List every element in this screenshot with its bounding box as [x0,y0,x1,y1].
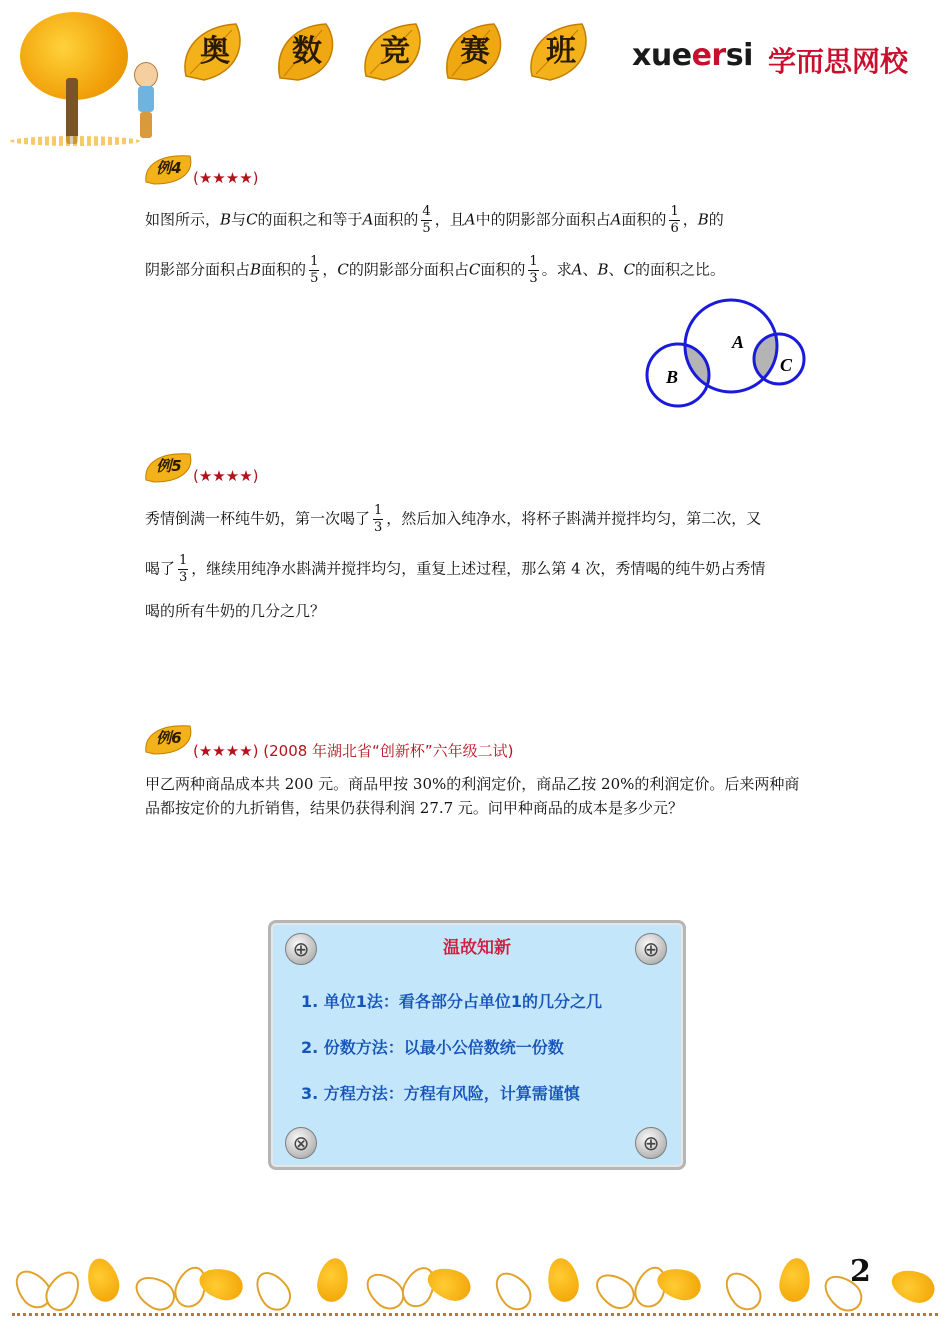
leaf-badge [180,20,250,84]
review-item: 1. 单位1法：看各部分占单位1的几分之几 [301,992,603,1011]
problem-text: 喝了 $\frac{1}{3}$ ，继续用纯净水斟满并搅拌均匀，重复上述过程，那么第 4 次，秀情喝的纯牛奶占秀情 [145,553,766,585]
problem-text: 甲乙两种商品成本共 200 元。商品甲按 30%的利润定价，商品乙按 20%的利润定价。后来两种商品都按定价的九折销售，结果仍获得利润 27.7 元。问甲种商品的成本是多少元？ [145,775,800,817]
fraction: $\frac{1}{3}$ [529,254,538,286]
problem-text: 喝的所有牛奶的几分之几？ [145,602,326,620]
footer-leaf-icon [544,1256,581,1305]
label-a: A [732,332,745,352]
difficulty-stars: (★★★★) (2008 年湖北省“创新杯”六年级二试) [193,742,514,760]
badge-label: 赛 [460,34,490,69]
label-c: C [780,355,793,375]
footer-leaf-icon [249,1265,298,1317]
screw-icon: ⊗ [285,1127,317,1159]
footer-leaf-icon [196,1264,246,1304]
footer-leaf-icon [423,1262,475,1305]
badge-label: 数 [292,34,322,69]
screw-icon: ⊕ [285,933,317,965]
problem-text: 阴影部分面积占B面积的 $\frac{1}{5}$ ，C的阴影部分面积占C面积的 $\frac{1}{3}$ 。求A、B、C的面积之比。 [145,254,726,286]
circles-diagram [640,295,812,413]
leaf-badge [440,20,510,84]
label-b: B [666,367,679,387]
footer-leaf-icon [40,1265,87,1316]
review-title: 温故知新 [443,938,511,958]
screw-icon: ⊕ [635,1127,667,1159]
fraction: $\frac{1}{3}$ [179,553,188,585]
review-panel [268,920,686,1170]
problem-text: 秀情倒满一杯纯牛奶，第一次喝了 $\frac{1}{3}$ ，然后加入纯净水，将杯子斟满并搅拌均匀，第二次，又 [145,503,762,535]
brand-logo-chinese: 学而思网校 [768,45,909,78]
child-body-illustration [138,86,154,112]
leaf-badge [526,20,596,84]
footer-leaf-icon [777,1256,813,1304]
fraction: $\frac{4}{5}$ [422,204,431,236]
page-number: 2 [850,1254,871,1289]
footer-dotted-line [12,1313,938,1316]
footer-leaf-icon [718,1265,768,1316]
tree-trunk-illustration [66,78,78,144]
example-tag: 例5 [144,450,194,484]
fraction: $\frac{1}{3}$ [374,503,383,535]
review-item: 3. 方程方法：方程有风险，计算需谨慎 [301,1084,580,1103]
badge-label: 竞 [380,34,410,69]
screw-icon: ⊕ [635,933,667,965]
example-tag: 例4 [144,152,194,186]
footer-leaf-icon [314,1256,351,1305]
child-head-illustration [134,62,158,88]
badge-label: 班 [546,34,576,69]
example-tag: 例6 [144,722,194,756]
child-legs-illustration [140,112,152,138]
review-item: 2. 份数方法：以最小公倍数统一份数 [301,1038,564,1057]
leaf-badge [272,20,342,84]
leaf-badge [360,20,430,84]
problem-text: 如图所示，B与C的面积之和等于A面积的 $\frac{4}{5}$ ，且A中的阴影部分面积占A面积的 $\frac{1}{6}$ ，B的 [145,204,724,236]
footer-leaf-icon [887,1264,939,1307]
badge-label: 奥 [200,34,230,69]
fallen-leaves-illustration [10,136,140,146]
problem-source: (2008 年湖北省“创新杯”六年级二试) [258,742,514,760]
difficulty-stars: (★★★★) [193,467,259,485]
footer-leaf-icon [488,1265,538,1316]
footer-leaf-icon [129,1270,180,1317]
footer-leaf-icon [83,1255,123,1305]
fraction: $\frac{1}{6}$ [670,204,679,236]
difficulty-stars: (★★★★) [193,169,259,187]
brand-logo-latin: xueersi [632,38,753,73]
fraction: $\frac{1}{5}$ [310,254,319,286]
